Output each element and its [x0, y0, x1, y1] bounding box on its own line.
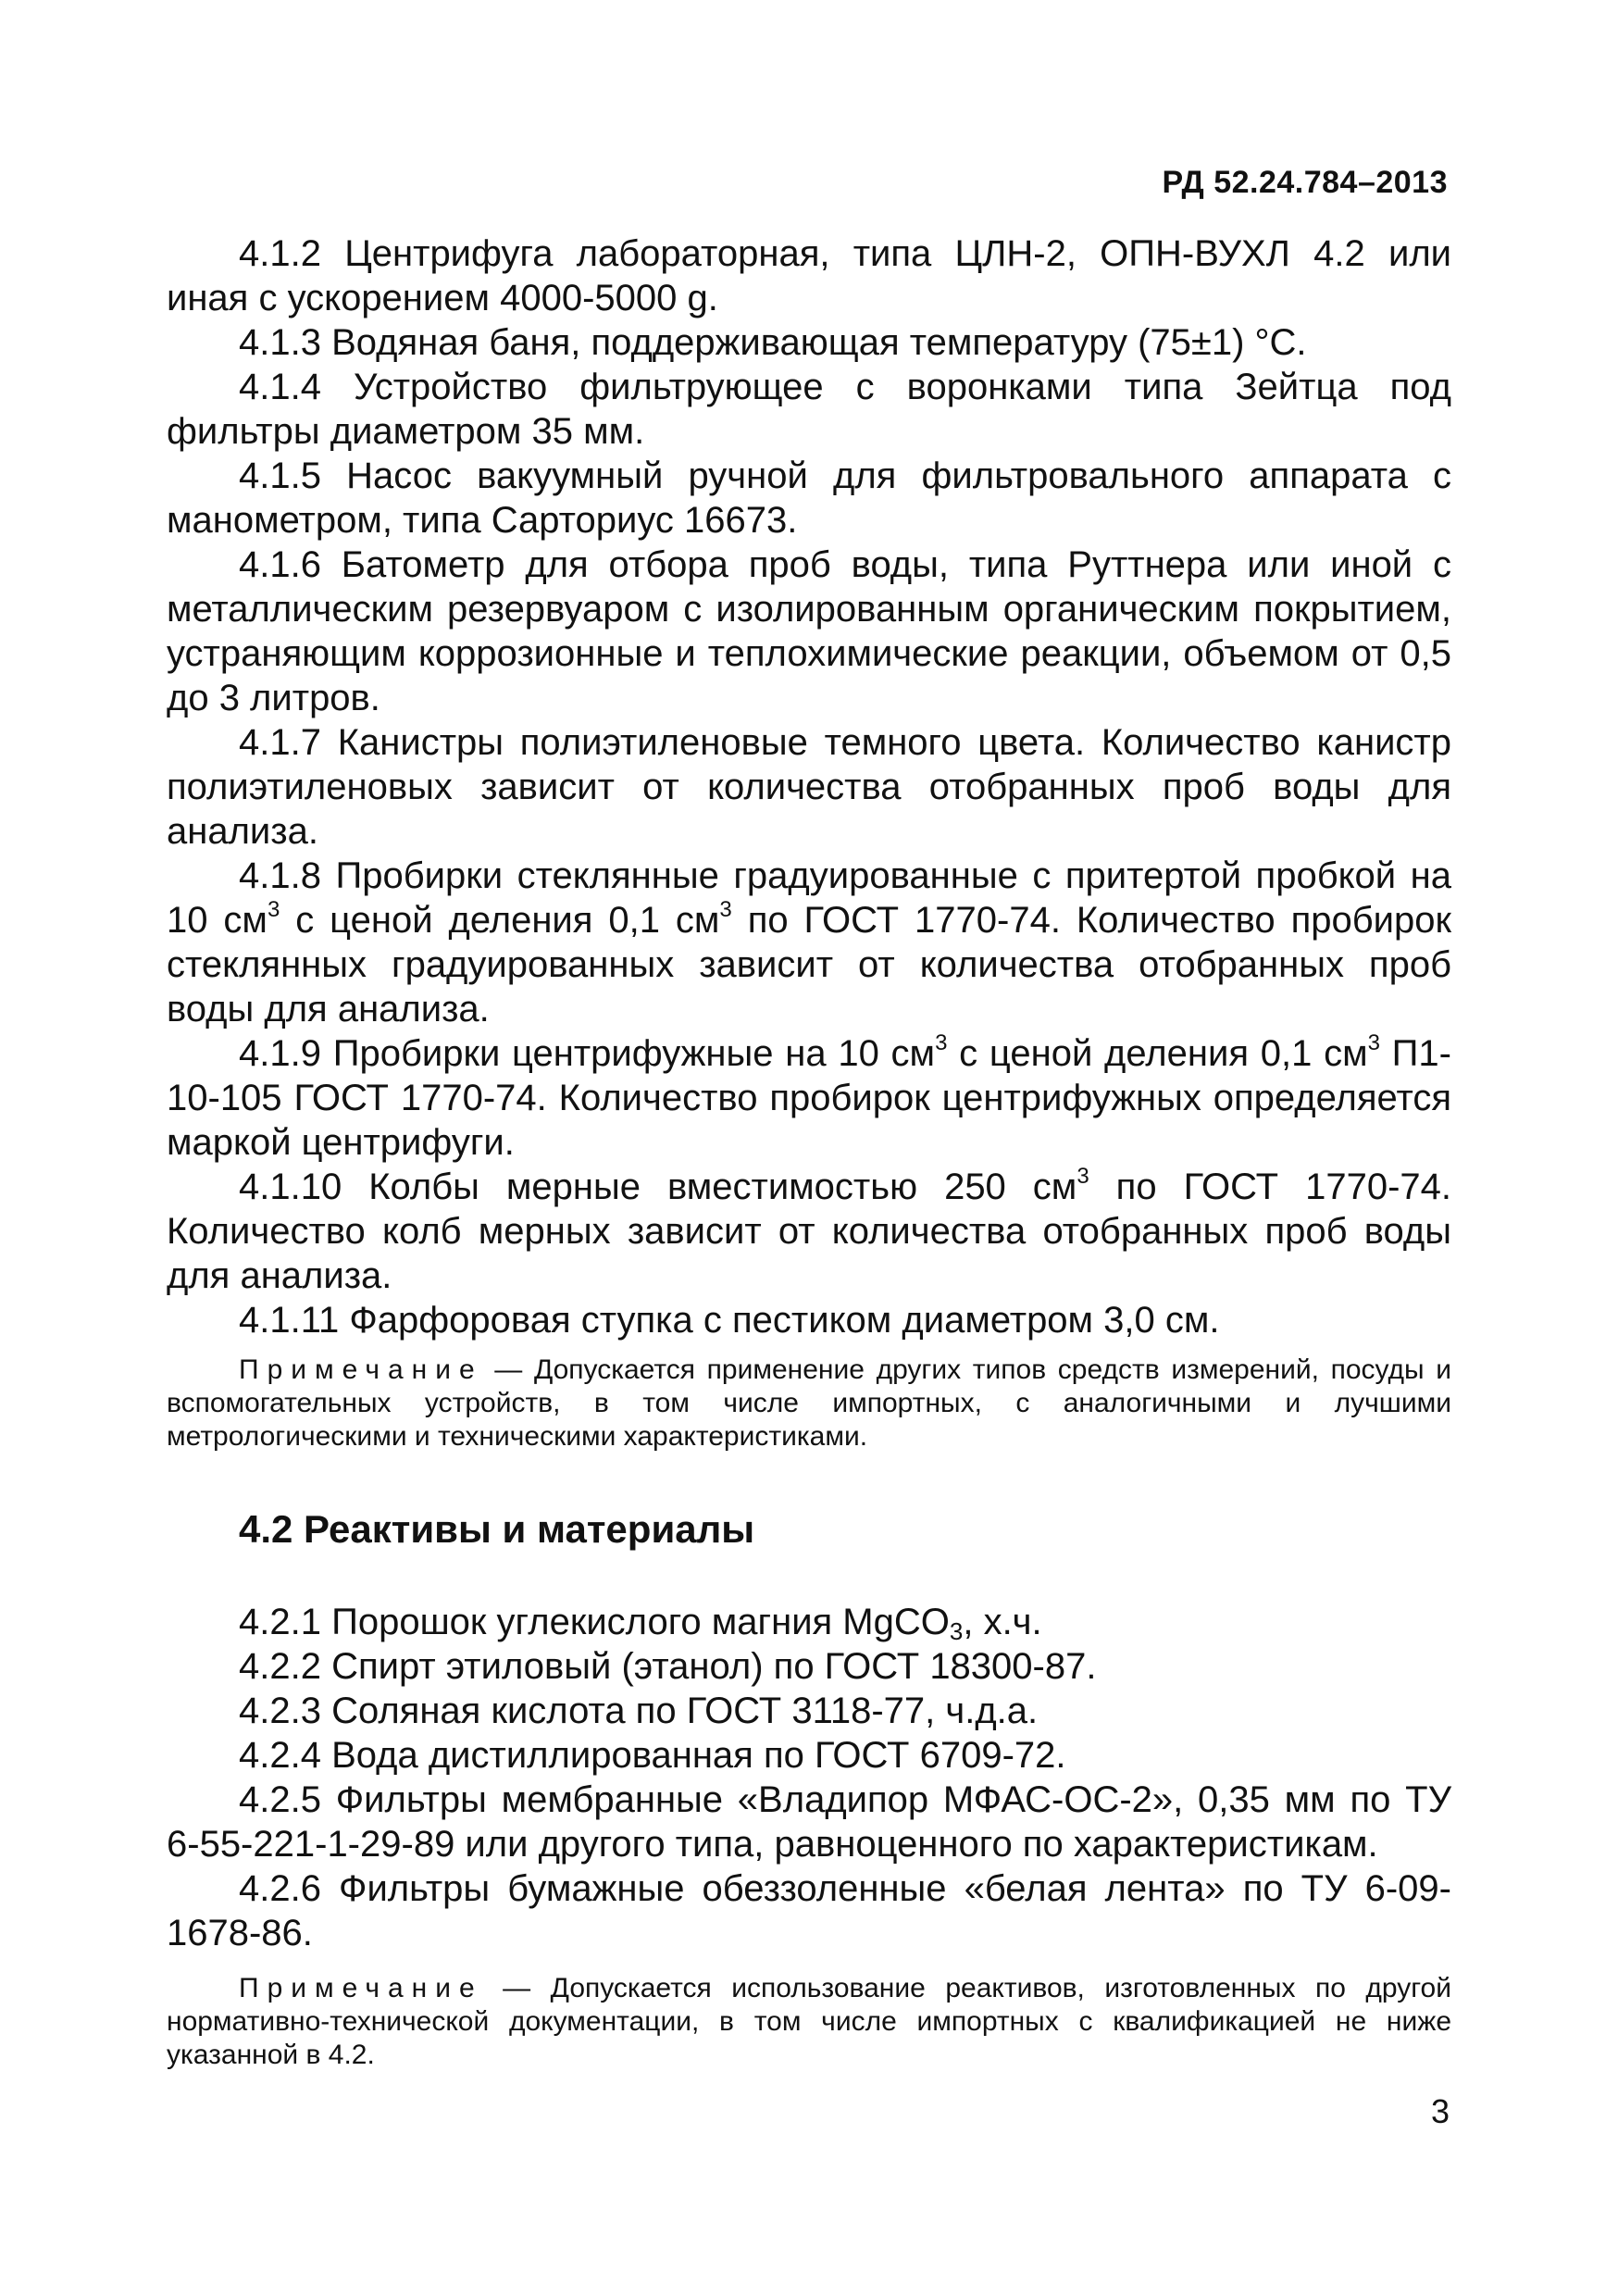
item-number: 4.2.2: [239, 1646, 321, 1687]
item-text: Устройство фильтрующее с воронками типа Зейтца под фильтры диаметром 35 мм.: [167, 367, 1451, 452]
note-text: — Допускается применение других типов средств измерений, посуды и вспомогательных устройств, в том числе импортных, с аналогичными и лучшими метрологическими и техническими характеристиками.: [167, 1354, 1451, 1452]
item-text: Насос вакуумный ручной для фильтровального аппарата с манометром, типа Сарториус 16673.: [167, 455, 1451, 541]
item-number: 4.1.10: [239, 1167, 342, 1207]
superscript: 3: [267, 897, 280, 922]
item-text: Спирт этиловый (этанол) по ГОСТ 18300-87.: [320, 1646, 1097, 1687]
item-text: Центрифуга лабораторная, типа ЦЛН-2, ОПН-ВУХЛ 4.2 или иная с ускорением 4000-5000 g.: [167, 233, 1451, 318]
item-text: Соляная кислота по ГОСТ 3118-77, ч.д.а.: [320, 1691, 1039, 1731]
item-text: Водяная баня, поддерживающая температуру (75±1) °С.: [320, 322, 1307, 363]
section-title-reagents: 4.2 Реактивы и материалы: [239, 1507, 755, 1551]
item-text: Канистры полиэтиленовые темного цвета. Количество канистр полиэтиленовых зависит от количества отобранных проб воды для анализа.: [167, 722, 1451, 852]
item-text: П1-10-105 ГОСТ 1770-74. Количество пробирок центрифужных определяется маркой центрифуги.: [167, 1033, 1451, 1163]
item-number: 4.1.8: [239, 855, 321, 896]
item-text: Порошок углекислого магния MgCO: [320, 1602, 950, 1642]
item-4-2-2: [167, 1644, 1451, 1689]
item-number: 4.1.7: [239, 722, 321, 763]
item-number: 4.1.3: [239, 322, 321, 363]
item-4-1-6: [167, 543, 1451, 720]
superscript: 3: [1367, 1030, 1380, 1055]
item-4-1-5: [167, 454, 1451, 543]
item-4-1-8: [167, 854, 1451, 1031]
item-number: 4.2.6: [239, 1868, 321, 1909]
item-text: по ГОСТ 1770-74. Количество пробирок стеклянных градуированных зависит от количества отобранных проб воды для анализа.: [167, 900, 1452, 1029]
item-4-2-1: [167, 1600, 1451, 1644]
superscript: 3: [719, 897, 732, 922]
item-4-1-3: [167, 320, 1451, 365]
item-number: 4.2.5: [239, 1779, 321, 1820]
item-4-1-11: [167, 1298, 1451, 1342]
note-label: Примечание: [239, 1973, 483, 2003]
note-equipment: [167, 1354, 1451, 1454]
item-text: Фарфоровая ступка с пестиком диаметром 3,0 см.: [339, 1300, 1220, 1341]
page-content: [167, 231, 1451, 2072]
item-text: Пробирки стеклянные градуированные с притертой пробкой на 10 см: [167, 855, 1451, 941]
item-4-2-4: [167, 1733, 1451, 1778]
item-text: Батометр для отбора проб воды, типа Руттнера или иной с металлическим резервуаром с изолированным органическим покрытием, устраняющим коррозионные и теплохимические реакции, объемом от 0,5 до 3 литров.: [167, 544, 1451, 718]
item-number: 4.1.5: [239, 455, 321, 496]
item-4-1-4: [167, 365, 1451, 454]
item-number: 4.2.1: [239, 1602, 321, 1642]
item-number: 4.2.3: [239, 1691, 321, 1731]
note-text: — Допускается использование реактивов, изготовленных по другой нормативно-технической документации, в том числе импортных с квалификацией не ниже указанной в 4.2.: [167, 1973, 1451, 2070]
note-reagents: [167, 1972, 1451, 2072]
subscript: 3: [949, 1617, 964, 1645]
item-4-1-2: [167, 231, 1451, 320]
item-number: 4.1.6: [239, 544, 321, 585]
superscript: 3: [935, 1030, 948, 1055]
page-number: 3: [1430, 2092, 1450, 2130]
item-4-2-5: [167, 1778, 1451, 1866]
item-text: Фильтры мембранные «Владипор МФАС-ОС-2», 0,35 мм по ТУ 6-55-221-1-29-89 или другого типа, равноценного по характеристикам.: [167, 1779, 1451, 1865]
note-label: Примечание: [239, 1354, 483, 1385]
item-number: 4.1.9: [239, 1033, 321, 1074]
item-text: Пробирки центрифужные на 10 см: [320, 1033, 936, 1074]
item-text: Вода дистиллированная по ГОСТ 6709-72.: [320, 1735, 1066, 1776]
item-4-1-7: [167, 720, 1451, 854]
item-text: Колбы мерные вместимостью 250 см: [342, 1167, 1077, 1207]
superscript: 3: [1077, 1164, 1089, 1189]
item-4-2-6: [167, 1866, 1451, 1955]
item-text: по ГОСТ 1770-74. Количество колб мерных зависит от количества отобранных проб воды для анализа.: [167, 1167, 1451, 1296]
item-text: Фильтры бумажные обеззоленные «белая лента» по ТУ 6-09-1678-86.: [167, 1868, 1451, 1953]
item-number: 4.1.4: [239, 367, 321, 407]
item-text: с ценой деления 0,1 см: [947, 1033, 1368, 1074]
document-code: РД 52.24.784–2013: [1162, 165, 1448, 200]
item-number: 4.1.11: [239, 1300, 340, 1341]
item-4-2-3: [167, 1689, 1451, 1733]
item-4-1-9: [167, 1031, 1451, 1165]
item-text: с ценой деления 0,1 см: [280, 900, 720, 941]
item-number: 4.2.4: [239, 1735, 321, 1776]
item-number: 4.1.2: [239, 233, 321, 274]
item-text: , х.ч.: [963, 1602, 1042, 1642]
item-4-1-10: [167, 1165, 1451, 1298]
